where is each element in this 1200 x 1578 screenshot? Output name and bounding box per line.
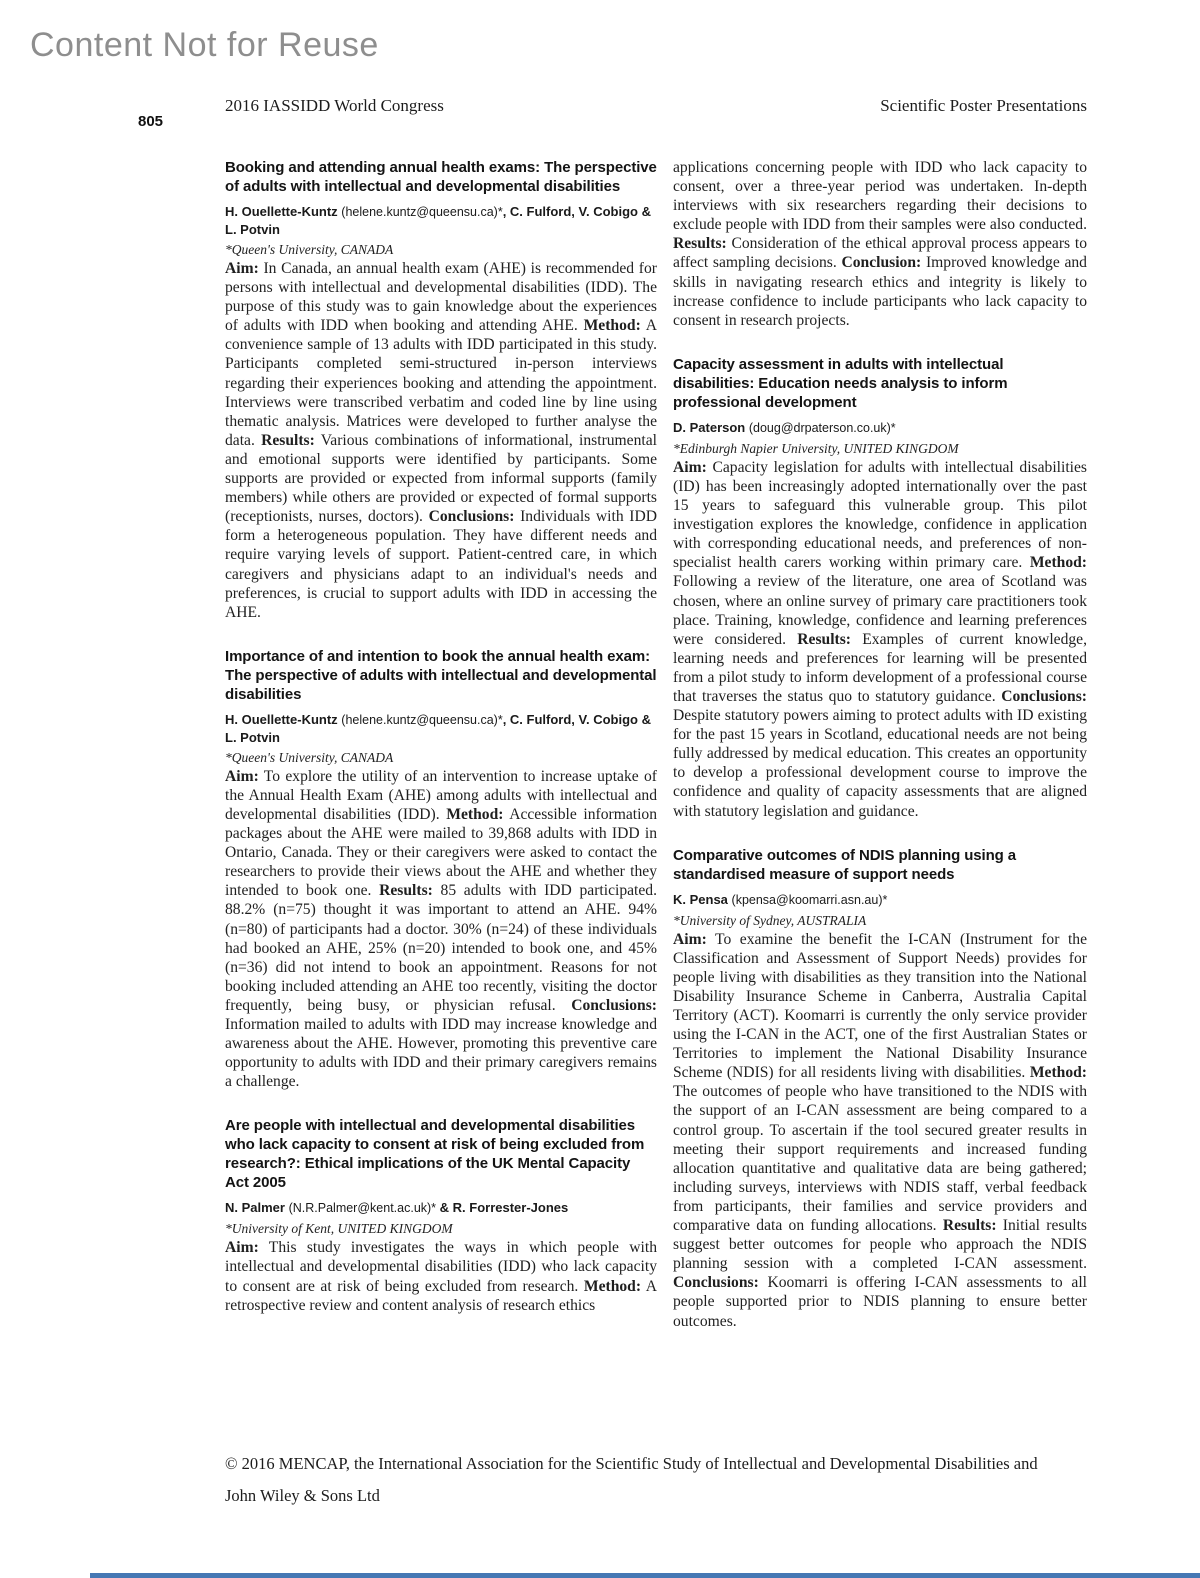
section-label: Conclusions: (428, 508, 515, 526)
abstract-body (225, 767, 657, 1092)
copyright-footer (225, 1448, 1087, 1512)
author-name: , C. Fulford, V. Cobigo & L. Potvin (225, 711, 651, 745)
section-label: Results: (942, 1217, 997, 1235)
abstract-title: Are people with intellectual and developmental disabilities who lack capacity to consent at risk of being excluded from research?: Ethical implications of the UK Mental Capacity Act 2005 (225, 1117, 645, 1192)
section-label: Results: (797, 630, 851, 648)
body-text: Improved knowledge and skills in navigating research ethics and integrity is likely to increase confidence to include participants who lack capacity to consent in research projects. (673, 254, 1087, 329)
abstract-authors (225, 1199, 657, 1217)
section-label: Method: (446, 805, 504, 823)
section-label: Results: (379, 882, 433, 900)
abstract-block (225, 1116, 657, 1314)
body-text: 85 adults with IDD participated. 88.2% (n=75) thought it was important to attend an AHE. 94% (n=80) of participants had a doctor. 30% (n=24) of these individuals had booked an AHE, 25% (n=20) intended to book one, and 45% (n=36) did not intend to book an appointment. Reasons for not booking included attending an AHE too recently, visiting the doctor frequently, being busy, or physician refusal. (225, 882, 657, 1014)
bottom-edge-bar (90, 1573, 1200, 1578)
section-label: Conclusions: (571, 996, 657, 1014)
abstract-title: Booking and attending annual health exams: The perspective of adults with intellectual and developmental disabilities (225, 159, 657, 195)
body-text: applications concerning people with IDD who lack capacity to consent, over a three-year period was undertaken. In-depth interviews with six researchers regarding their decisions to exclude people with IDD from their samples were also conducted. (673, 159, 1087, 234)
section-label: Aim: (225, 767, 259, 785)
body-text: The outcomes of people who have transitioned to the NDIS with the support of an I-CAN assessment are being compared to a control group. To ascertain if the tool secured greater results in meeting their support requirements and increased funding allocation quantitative and qualitative data are being gathered; including surveys, interviews with NDIS staff, verbal feedback from participants, their families and service providers and comparative data on funding allocations. (673, 1083, 1087, 1235)
author-name: H. Ouellette-Kuntz (225, 204, 342, 219)
body-text: Following a review of the literature, one area of Scotland was chosen, where an online survey of primary care practitioners took place. Training, knowledge, confidence and learning preferences were considered. (673, 573, 1087, 648)
abstract-authors (225, 711, 657, 746)
section-label: Conclusion: (841, 254, 922, 272)
abstract-authors (673, 891, 1087, 909)
section-label: Results: (261, 431, 315, 449)
abstract-body (673, 458, 1087, 821)
running-head (225, 96, 1087, 116)
right-column (673, 158, 1087, 1356)
abstract-authors (673, 419, 1087, 437)
body-text: This study investigates the ways in which people with intellectual and developmental disabilities (IDD) who lack capacity to consent are at risk of being excluded from research. (225, 1239, 657, 1295)
abstract-affiliation: *Edinburgh Napier University, UNITED KINGDOM (673, 440, 959, 456)
section-label: Conclusions: (1001, 687, 1087, 705)
abstract-title: Comparative outcomes of NDIS planning using a standardised measure of support needs (673, 846, 1017, 883)
body-text: Capacity legislation for adults with intellectual disabilities (ID) has been increasingly adopted internationally over the past 15 years to safeguard this vulnerable group. This pilot investigation explores the knowledge, confidence in application with corresponding educational needs, and preferences of non-specialist health carers working within primary care. (673, 458, 1087, 572)
abstract-block (673, 355, 1087, 821)
author-name: N. Palmer (225, 1200, 289, 1216)
abstract-block (225, 158, 657, 622)
abstract-body (673, 930, 1087, 1331)
abstract-block (673, 158, 1087, 330)
copyright-line-2: John Wiley & Sons Ltd (225, 1486, 380, 1505)
body-text: To explore the utility of an intervention to increase uptake of the Annual Health Exam (AHE) among adults with intellectual and developmental disabilities (IDD). (225, 767, 657, 823)
body-text: In Canada, an annual health exam (AHE) is recommended for persons with intellectual and developmental disabilities (IDD). The purpose of this study was to gain knowledge about the experiences of adults with IDD when booking and attending AHE. (225, 260, 657, 335)
abstracts-content (225, 158, 1087, 1356)
abstract-affiliation: *University of Kent, UNITED KINGDOM (225, 1221, 453, 1237)
watermark-text: Content Not for Reuse (30, 26, 379, 64)
section-label: Aim: (673, 930, 707, 948)
section-label: Results: (673, 235, 727, 253)
running-head-right: Scientific Poster Presentations (880, 96, 1087, 115)
section-label: Aim: (673, 458, 707, 476)
abstract-body (225, 1238, 657, 1314)
body-text: Consideration of the ethical approval process appears to affect sampling decisions. (673, 235, 1087, 272)
abstract-affiliation: *Queen's University, CANADA (225, 749, 394, 765)
author-name: H. Ouellette-Kuntz (225, 711, 342, 727)
abstract-authors (225, 203, 657, 238)
body-text: Accessible information packages about the AHE were mailed to 39,868 adults with IDD in Ontario, Canada. They or their caregivers were asked to contact the researchers to provide their views about the AHE and whether they intended to book one. (225, 805, 658, 900)
abstract-block (673, 846, 1087, 1331)
author-email: (helene.kuntz@queensu.ca)* (341, 205, 503, 219)
body-text: Information mailed to adults with IDD may increase knowledge and awareness about the AHE. However, promoting this preventive care opportunity to adults with IDD and their primary caregivers remains a challenge. (225, 1016, 657, 1091)
author-name: K. Pensa (673, 891, 732, 907)
abstract-block (225, 647, 657, 1092)
body-text: A retrospective review and content analysis of research ethics (225, 1277, 657, 1314)
running-head-left: 2016 IASSIDD World Congress (225, 96, 444, 115)
section-label: Aim: (225, 1239, 259, 1257)
body-text: A convenience sample of 13 adults with IDD participated in this study. Participants completed semi-structured in-person interviews regarding their experiences booking and attending the appointment. Interviews were transcribed verbatim and coded line by line using thematic analysis. Matrices were developed to further analyse the data. (225, 317, 657, 449)
body-text: Initial results suggest better outcomes for people who approach the NDIS planning session with a completed I-CAN assessment. (673, 1217, 1087, 1273)
section-label: Method: (583, 317, 641, 335)
copyright-line-1: © 2016 MENCAP, the International Association for the Scientific Study of Intellectual and Developmental Disabilities and (225, 1454, 1038, 1473)
body-text: Various combinations of informational, instrumental and emotional supports were identified by participants. Some supports are provided or expected from informal supports (family members) while others are provided or expected of formal supports (receptionists, nurses, doctors). (225, 431, 657, 526)
section-label: Method: (1029, 1064, 1087, 1082)
author-email: (doug@drpaterson.co.uk)* (748, 420, 896, 435)
author-name: D. Paterson (673, 419, 749, 435)
abstract-title: Capacity assessment in adults with intellectual disabilities: Education needs analysis to inform professional development (673, 355, 1008, 411)
body-text: To examine the benefit the I-CAN (Instrument for the Classification and Assessment of Support Needs) provides for people living with disabilities as they transition into the National Disability Insurance Scheme in Canberra, Australia Capital Territory (ACT). Koomarri is currently the only service provider using the I-CAN in the ACT, one of the first Australian States or Territories to implement the National Disability Insurance Scheme (NDIS) for all residents living with disabilities. (673, 930, 1087, 1082)
author-name: , C. Fulford, V. Cobigo & L. Potvin (225, 204, 651, 237)
author-email: (kpensa@koomarri.asn.au)* (731, 892, 888, 907)
abstract-affiliation: *University of Sydney, AUSTRALIA (673, 912, 867, 928)
author-email: (helene.kuntz@queensu.ca)* (341, 712, 503, 727)
section-label: Conclusions: (673, 1274, 759, 1292)
abstract-affiliation: *Queen's University, CANADA (225, 242, 394, 257)
abstract-body (225, 259, 657, 622)
author-email: (N.R.Palmer@kent.ac.uk)* (288, 1201, 437, 1216)
page-number: 805 (138, 113, 164, 130)
body-text: Koomarri is offering I-CAN assessments to all people supported prior to NDIS planning to ensure better outcomes. (673, 1274, 1087, 1330)
author-name: & R. Forrester-Jones (436, 1200, 569, 1216)
section-label: Method: (1029, 554, 1087, 572)
body-text: Examples of current knowledge, learning needs and preferences for learning will be presented from a pilot study to inform development of a professional course that traverses the status quo to statutory guidance. (673, 630, 1087, 705)
body-text: Despite statutory powers aiming to protect adults with ID existing for the past 15 years in Scotland, educational needs are not being fully addressed by medical education. This creates an opportunity to develop a professional development course to improve the confidence and quality of capacity assessments that are aligned with statutory legislation and guidance. (673, 707, 1087, 820)
section-label: Method: (583, 1277, 642, 1295)
left-column (225, 158, 657, 1356)
body-text: Individuals with IDD form a heterogeneous population. They have different needs and require varying levels of support. Patient-centred care, in which caregivers and physicians adapt to an individual's needs and preferences, is crucial to support adults with IDD in accessing the AHE. (225, 508, 657, 621)
abstract-body (673, 158, 1087, 330)
abstract-title: Importance of and intention to book the annual health exam: The perspective of adults with intellectual and developmental disabilities (225, 647, 657, 703)
section-label: Aim: (225, 260, 259, 277)
